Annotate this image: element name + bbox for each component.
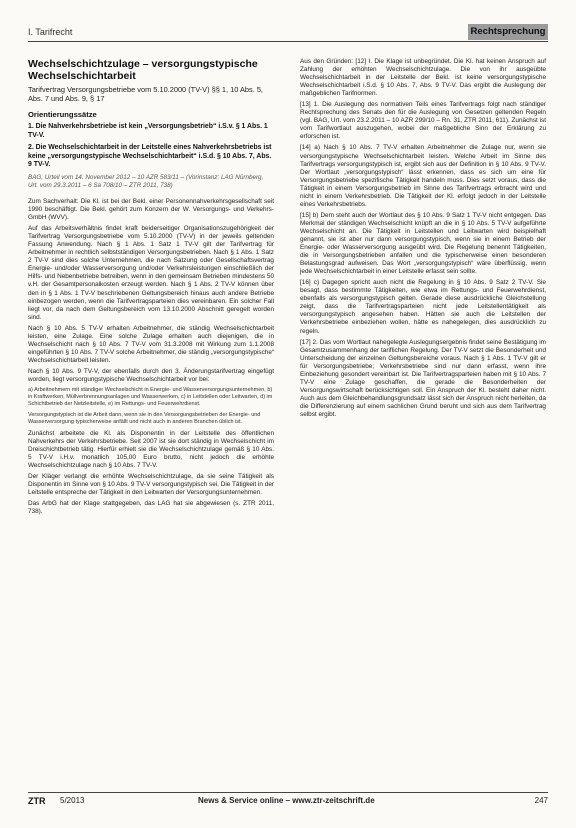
facts-paragraph: Zum Sachverhalt: Die Kl. ist bei der Bekl. einer Personennahverkehrsgesellschaft seit 1990 beschäftigt. Die Bekl. gehört zum Konzern der W. Versorgungs- und Verkehrs-GmbH (WVV). <box>28 198 274 222</box>
quoted-note: Versorgungstypisch ist die Arbeit dann, wenn sie in den Versorgungsbetrieben der Energie- und Wasserversorgung typischerweise anfällt und nicht auch in anderen Branchen üblich ist. <box>28 412 261 426</box>
page-footer <box>28 792 548 808</box>
category-badge: Rechtsprechung <box>468 24 548 40</box>
body-paragraph: Der Kläger verlangt die erhöhte Wechselschichtzulage, da sie seine Tätigkeit als Disponentin im Sinne von § 10 Abs. 9 TV-V versorgungstypisch sei. Die Tätigkeit in der Leitstelle entspreche der Tätigkeit in den Leitwarten der Versorgungsunternehmen. <box>28 473 274 497</box>
guideline-1: 1. Die Nahverkehrsbetriebe ist kein „Versorgungsbetrieb“ i.S.v. § 1 Abs. 1 TV-V. <box>28 123 268 139</box>
issue-number: 5/2013 <box>60 796 85 805</box>
body-paragraph: [15] b) Dem steht auch der Wortlaut des § 10 Abs. 9 Satz 1 TV-V nicht entgegen. Das Merkmal der ständigen Wechselschicht knüpft an die in § 10 Abs. 5 TV-V aufgeführte Wechselschicht an. Die Tätigkeit in Leitstellen und Leitwarten wird beispielhaft genannt, sie ist aber nur dann versorgungstypisch, wenn sie in einem Betrieb der Energie- oder Wasserversorgung ausgeübt wird. Die Regelung benennt Tätigkeiten, die in Versorgungsbetrieben anfallen und die typischerweise einen besonderen Belastungsgrad aufweisen. Das Wort „versorgungstypisch“ wäre überflüssig, wenn jede Wechselschichtarbeit in einer Leitstelle erfasst sein sollte. <box>300 211 546 276</box>
page-header <box>28 24 548 44</box>
body-paragraph: [16] c) Dagegen spricht auch nicht die Regelung in § 10 Abs. 9 Satz 2 TV-V. Sie besagt, dass bestimmte Tätigkeiten, wie etwa im Rettungs- und Feuerwehrdienst, ebenfalls als versorgungstypisch gelten. Gerade diese ausdrückliche Gleichstellung zeigt, dass die Tarifvertragsparteien nicht jede Leitstellentätigkeit als versorgungstypisch angesehen haben. Hätten sie auch die Leitstellen der Verkehrsbetriebe einbeziehen wollen, hätte es nahegelegen, dies ausdrücklich zu regeln. <box>300 279 546 335</box>
journal-logo: ZTR <box>28 796 46 806</box>
article-norms: Tarifvertrag Versorgungsbetriebe vom 5.10.2000 (TV-V) §§ 1, 10 Abs. 5, Abs. 7 und Abs. 9, § 17 <box>28 85 263 103</box>
body-paragraph: Nach § 10 Abs. 5 TV-V erhalten Arbeitnehmer, die ständig Wechselschichtarbeit leisten, eine Zulage. Eine solche Zulage erhalten auch diejenigen, die in Wechselschicht nach § 10 Abs. 7 TV-V vom 31.3.2008 mit Wirkung zum 1.1.2008 eingeführten § 10 Abs. 7 TV-V solche Arbeitnehmer, die ständig „versorgungstypische“ Wechselschichtarbeit leisten. <box>28 324 274 364</box>
article-title: Wechselschichtzulage – versorgungstypische Wechselschichtarbeit <box>28 58 258 82</box>
page-number: 247 <box>534 796 548 805</box>
footer-rule <box>28 792 548 793</box>
header-rule <box>28 41 548 42</box>
body-paragraph: Auf das Arbeitsverhältnis findet kraft beiderseitiger Organisationszugehörigkeit der Tarifvertrag Versorgungsbetriebe vom 5.10.2000 (TV-V) in der jeweils geltenden Fassung Anwendung. Nach § 1 Abs. 1 Satz 1 TV-V gilt der Tarifvertrag für Arbeitnehmer in rechtlich selbstständigen Versorgungsbetrieben. Nach § 1 Abs. 1 Satz 2 TV-V sind dies solche Unternehmen, die nach Satzung oder Gesellschaftsvertrag Energie- und/oder Wasserversorgung und/oder Verkehrsleistungen einschließlich der Hilfs- und Nebenbetriebe betreiben, wenn in den gemeinsam Betrieben mindestens 50 v.H. der Gesamtpersonalkosten erzeugt werden. Nach § 1 Abs. 2 TV-V können über den in § 1 Abs. 1 TV-V beschriebenen Geltungsbereich hinaus auch andere Betriebe einbezogen werden, wenn die Tarifvertragsparteien dies vereinbaren. Ein solcher Fall liegt vor, da nach dem Geltungsbereich vom 13.10.2000 Abschnitt geregelt worden sind. <box>28 225 274 321</box>
quoted-list: a) Arbeitnehmern mit ständiger Wechselschicht in Energie- und Wasserversorgungsunternehmen, b) in Kraftwerken, Müllverbrennungsanlagen und Wasserwerken, c) in Leitstellen oder Leitwarten, d) im Schichtbetrieb der Netzleitstelle, e) im Rettungs- und Feuerwehrdienst. <box>28 387 273 408</box>
right-column <box>300 58 546 422</box>
court-citation: BAG, Urteil vom 14. November 2012 – 10 AZR 583/11 – (Vorinstanz: LAG Nürnberg, Urt. vom 29.3.2011 – 6 Sa 708/10 – ZTR 2011, 738) <box>28 174 264 190</box>
guidelines-heading: Orientierungssätze <box>28 110 97 119</box>
guideline-2: 2. Die Wechselschichtarbeit in der Leitstelle eines Nahverkehrsbetriebs ist keine „versorgungstypische Wechselschichtarbeit“ i.S.d. § 10 Abs. 7, Abs. 9 TV-V. <box>28 144 272 169</box>
left-column <box>28 58 274 520</box>
section-label: I. Tarifrecht <box>28 27 73 37</box>
body-paragraph: Zunächst arbeitete die Kl. als Disponentin in der Leitstelle des öffentlichen Nahverkehrs der Verkehrsbetriebe. Seit 2007 ist sie dort ständig in Wechselschicht im Dreischichtbetrieb tätig. Hierfür erhielt sie die Wechselschichtzulage gemäß § 10 Abs. 5 TV-V i.H.v. monatlich 105,00 Euro brutto, nicht jedoch die erhöhte Wechselschichtzulage nach § 10 Abs. 7 TV-V. <box>28 430 274 470</box>
body-paragraph: Das ArbG hat der Klage stattgegeben, das LAG hat sie abgewiesen (s. ZTR 2011, 738). <box>28 500 274 516</box>
body-paragraph: [17] 2. Das vom Wortlaut nahegelegte Auslegungsergebnis findet seine Bestätigung im Gesamtzusammenhang der tariflichen Regelung. Der TV-V setzt die Besonderheit und Unterscheidung der einzelnen Geltungsbereiche voraus. Nach § 1 Abs. 1 TV-V gilt er für Versorgungsbetriebe; Verkehrsbetriebe sind nur dann erfasst, wenn ihre Einbeziehung gesondert vereinbart ist. Die Tarifvertragsparteien haben mit § 10 Abs. 7 TV-V eine Zulage geschaffen, die gerade die Besonderheiten der Versorgungswirtschaft berücksichtigen soll. Ein Anspruch der Kl. besteht daher nicht. Auch aus dem Gleichbehandlungsgrundsatz lässt sich der Anspruch nicht herleiten, da die Differenzierung auf einem sachlichen Grund beruht und sich aus dem Tarifvertrag selbst ergibt. <box>300 338 546 418</box>
body-paragraph: [14] a) Nach § 10 Abs. 7 TV-V erhalten Arbeitnehmer die Zulage nur, wenn sie versorgungstypische Wechselschichtarbeit leisten. Welche Arbeit im Sinne des Tarifvertrags versorgungstypisch ist, ergibt sich aus der Definition in § 10 Abs. 9 TV-V. Der Wortlaut „versorgungstypisch“ lässt erkennen, dass es sich um eine für Versorgungsbetriebe spezifische Tätigkeit handeln muss. Dies setzt voraus, dass die Tätigkeit in einem Versorgungsbetrieb im Sinne des Tarifvertrags erbracht wird und nicht in einem Verkehrsbetrieb. Die Tätigkeit der Kl. erfolgt jedoch in der Leitstelle eines Verkehrsbetriebs. <box>300 144 546 208</box>
body-paragraph: Nach § 10 Abs. 9 TV-V, der ebenfalls durch den 3. Änderungstarifvertrag eingefügt worden, liegt versorgungstypische Wechselschichtarbeit vor bei: <box>28 367 274 383</box>
footer-url: News & Service online – www.ztr-zeitschrift.de <box>198 796 375 805</box>
reasons-paragraph: Aus den Gründen: [12] I. Die Klage ist unbegründet. Die Kl. hat keinen Anspruch auf Zahlung der erhöhten Wechselschichtzulage. Die von ihr ausgeübte Wechselschichtarbeit in der Leitstelle der Bekl. ist keine versorgungstypische Wechselschichtarbeit i.S.d. § 10 Abs. 7, Abs. 9 TV-V. Das ergibt die Auslegung der maßgeblichen Tarifnormen. <box>300 58 546 98</box>
body-paragraph: [13] 1. Die Auslegung des normativen Teils eines Tarifvertrags folgt nach ständiger Rechtsprechung des Senats den für die Auslegung von Gesetzen geltenden Regeln (vgl. BAG, Urt. vom 23.2.2011 – 10 AZR 299/10 – Rn. 31, ZTR 2011, 611). Zunächst ist vom Tarifwortlaut auszugehen, wobei der maßgebliche Sinn der Erklärung zu erforschen ist. <box>300 101 546 141</box>
